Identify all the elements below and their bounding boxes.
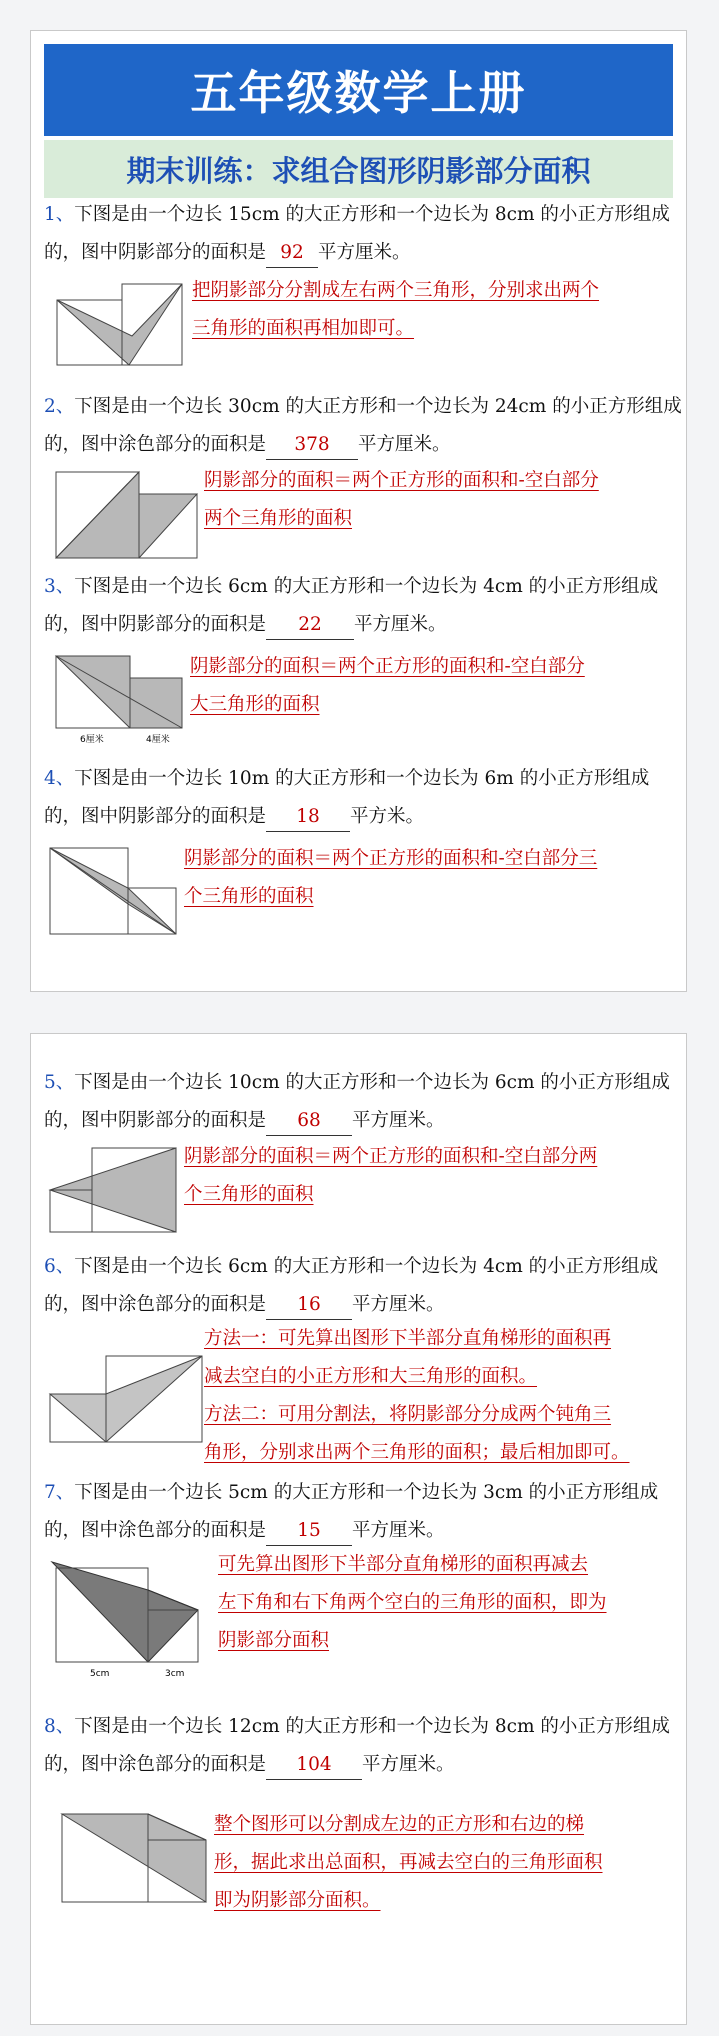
problem-unit: 平方厘米。 <box>354 614 447 635</box>
problem-3 <box>44 568 682 644</box>
solution-note-6: 方法一：可先算出图形下半部分直角梯形的面积再 减去空白的小正方形和大三角形的面积。 方法二：可用分割法，将阴影部分分成两个钝角三 角形，分别求出两个三角形的面积；最后相加即可。 <box>204 1328 630 1463</box>
problem-number: 5、 <box>44 1072 75 1093</box>
problem-5 <box>44 1064 682 1140</box>
solution-note-8: 整个图形可以分割成左边的正方形和右边的梯 形，据此求出总面积，再减去空白的三角形面积 即为阴影部分面积。 <box>214 1814 603 1911</box>
problem-unit: 平方厘米。 <box>352 1110 445 1131</box>
problem-number: 3、 <box>44 576 75 597</box>
solution-note-5: 阴影部分的面积＝两个正方形的面积和-空白部分两 个三角形的面积 <box>184 1146 598 1205</box>
problem-8 <box>44 1708 682 1784</box>
problem-text: 下图是由一个边长 10m 的大正方形和一个边长为 6m 的小正方形组成的，图中阴影部分的面积是 <box>44 768 650 827</box>
answer-blank: 104 <box>266 1751 362 1780</box>
solution-note-1: 把阴影部分分割成左右两个三角形，分别求出两个 三角形的面积再相加即可。 <box>192 280 600 339</box>
answer-blank: 92 <box>266 239 318 268</box>
answer-blank: 18 <box>266 803 350 832</box>
dimension-label: 6厘米 <box>80 735 104 745</box>
answer-blank: 15 <box>266 1517 352 1546</box>
problem-unit: 平方厘米。 <box>362 1754 455 1775</box>
figure-8 <box>60 1812 210 1907</box>
solution-note-4: 阴影部分的面积＝两个正方形的面积和-空白部分三 个三角形的面积 <box>184 848 598 907</box>
problem-text: 下图是由一个边长 30cm 的大正方形和一个边长为 24cm 的小正方形组成的，图中涂色部分的面积是 <box>44 396 682 455</box>
problem-number: 2、 <box>44 396 75 417</box>
problem-text: 下图是由一个边长 6cm 的大正方形和一个边长为 4cm 的小正方形组成的，图中涂色部分的面积是 <box>44 1256 659 1315</box>
figure-1 <box>54 282 184 367</box>
problem-number: 1、 <box>44 204 75 225</box>
page-title: 五年级数学上册 <box>44 44 673 136</box>
answer-blank: 378 <box>266 431 358 460</box>
answer-blank: 68 <box>266 1107 352 1136</box>
problem-number: 6、 <box>44 1256 75 1277</box>
problem-text: 下图是由一个边长 6cm 的大正方形和一个边长为 4cm 的小正方形组成的，图中阴影部分的面积是 <box>44 576 659 635</box>
problem-unit: 平方米。 <box>350 806 425 827</box>
figure-6 <box>48 1354 208 1446</box>
problem-unit: 平方厘米。 <box>352 1520 445 1541</box>
figure-7 <box>50 1560 210 1680</box>
problem-text: 下图是由一个边长 15cm 的大正方形和一个边长为 8cm 的小正方形组成的，图中阴影部分的面积是 <box>44 204 670 263</box>
problem-number: 7、 <box>44 1482 75 1503</box>
problem-text: 下图是由一个边长 5cm 的大正方形和一个边长为 3cm 的小正方形组成的，图中涂色部分的面积是 <box>44 1482 659 1541</box>
figure-3 <box>54 654 194 749</box>
dimension-label: 5cm <box>90 1669 110 1679</box>
problem-number: 4、 <box>44 768 75 789</box>
answer-blank: 22 <box>266 611 354 640</box>
problem-1 <box>44 196 682 272</box>
problem-number: 8、 <box>44 1716 75 1737</box>
problem-4 <box>44 760 682 836</box>
problem-7 <box>44 1474 682 1550</box>
problem-unit: 平方厘米。 <box>352 1294 445 1315</box>
solution-note-3: 阴影部分的面积＝两个正方形的面积和-空白部分 大三角形的面积 <box>190 656 585 715</box>
problem-unit: 平方厘米。 <box>358 434 451 455</box>
figure-5 <box>48 1146 183 1234</box>
problem-text: 下图是由一个边长 10cm 的大正方形和一个边长为 6cm 的小正方形组成的，图中阴影部分的面积是 <box>44 1072 670 1131</box>
figure-2 <box>54 470 204 562</box>
solution-note-7: 可先算出图形下半部分直角梯形的面积再减去 左下角和右下角两个空白的三角形的面积，即为 阴影部分面积 <box>218 1554 607 1651</box>
answer-blank: 16 <box>266 1291 352 1320</box>
figure-4 <box>48 846 178 938</box>
dimension-label: 4厘米 <box>146 735 170 745</box>
problem-6 <box>44 1248 682 1324</box>
problem-text: 下图是由一个边长 12cm 的大正方形和一个边长为 8cm 的小正方形组成的，图中涂色部分的面积是 <box>44 1716 670 1775</box>
problem-2 <box>44 388 682 464</box>
page-subtitle: 期末训练：求组合图形阴影部分面积 <box>44 140 673 198</box>
problem-unit: 平方厘米。 <box>318 242 411 263</box>
dimension-label: 3cm <box>165 1669 185 1679</box>
solution-note-2: 阴影部分的面积＝两个正方形的面积和-空白部分 两个三角形的面积 <box>204 470 599 529</box>
